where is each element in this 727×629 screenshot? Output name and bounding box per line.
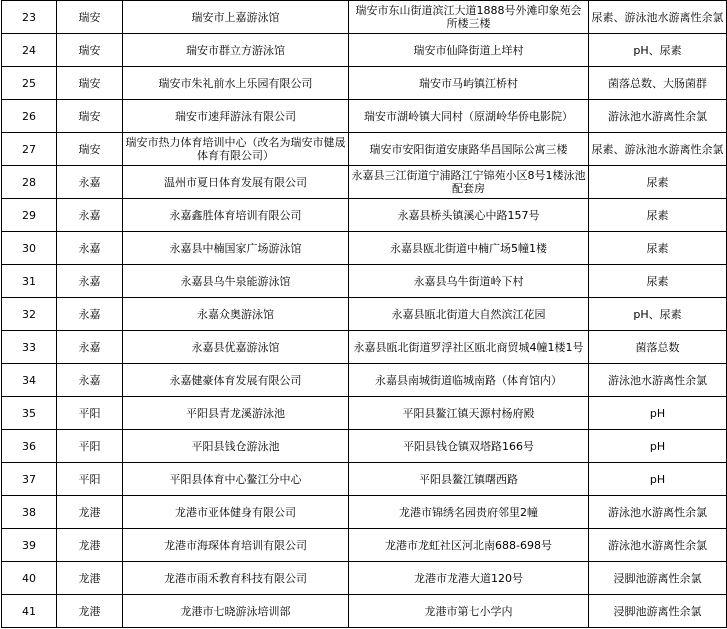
row-number-cell: 28 bbox=[2, 166, 57, 199]
venue-name-cell: 瑞安市热力体育培训中心（改名为瑞安市健晟体育有限公司） bbox=[123, 133, 349, 166]
table-row bbox=[2, 199, 727, 232]
address-cell: 龙港市龙虹社区河北南688-698号 bbox=[349, 529, 589, 562]
address-cell: 瑞安市安阳街道安康路华昌国际公寓三楼 bbox=[349, 133, 589, 166]
row-number-cell: 27 bbox=[2, 133, 57, 166]
address-cell: 瑞安市东山街道滨江大道1888号外滩印象苑会所楼三楼 bbox=[349, 1, 589, 34]
failed-items-cell: pH bbox=[589, 430, 727, 463]
address-cell: 平阳县鳌江镇天源村杨府殿 bbox=[349, 397, 589, 430]
failed-items-cell: 浸脚池游离性余氯 bbox=[589, 562, 727, 595]
row-number-cell: 37 bbox=[2, 463, 57, 496]
venue-name-cell: 龙港市雨禾教育科技有限公司 bbox=[123, 562, 349, 595]
table-row bbox=[2, 298, 727, 331]
venue-name-cell: 永嘉县优嘉游泳馆 bbox=[123, 331, 349, 364]
address-cell: 永嘉县桥头镇溪心中路157号 bbox=[349, 199, 589, 232]
row-number-cell: 35 bbox=[2, 397, 57, 430]
venue-name-cell: 永嘉众奥游泳馆 bbox=[123, 298, 349, 331]
table-row bbox=[2, 331, 727, 364]
address-cell: 平阳县鳌江镇曙西路 bbox=[349, 463, 589, 496]
venue-name-cell: 龙港市七晓游泳培训部 bbox=[123, 595, 349, 628]
venue-name-cell: 永嘉县乌牛泉能游泳馆 bbox=[123, 265, 349, 298]
area-cell: 永嘉 bbox=[57, 364, 123, 397]
venue-name-cell: 平阳县体育中心鳌江分中心 bbox=[123, 463, 349, 496]
table-row bbox=[2, 265, 727, 298]
address-cell: 龙港市锦绣名园贵府邻里2幢 bbox=[349, 496, 589, 529]
failed-items-cell: 尿素、游泳池水游离性余氯 bbox=[589, 1, 727, 34]
address-cell: 瑞安市仙降街道上垟村 bbox=[349, 34, 589, 67]
failed-items-cell: 菌落总数 bbox=[589, 331, 727, 364]
inspection-table bbox=[1, 0, 727, 628]
address-cell: 龙港市龙港大道120号 bbox=[349, 562, 589, 595]
area-cell: 永嘉 bbox=[57, 298, 123, 331]
failed-items-cell: 浸脚池游离性余氯 bbox=[589, 595, 727, 628]
table-row bbox=[2, 232, 727, 265]
area-cell: 瑞安 bbox=[57, 67, 123, 100]
failed-items-cell: 游泳池水游离性余氯 bbox=[589, 364, 727, 397]
venue-name-cell: 永嘉县中楠国家广场游泳馆 bbox=[123, 232, 349, 265]
failed-items-cell: 游泳池水游离性余氯 bbox=[589, 496, 727, 529]
venue-name-cell: 龙港市海琛体育培训有限公司 bbox=[123, 529, 349, 562]
table-row bbox=[2, 430, 727, 463]
row-number-cell: 24 bbox=[2, 34, 57, 67]
area-cell: 永嘉 bbox=[57, 199, 123, 232]
failed-items-cell: 尿素 bbox=[589, 199, 727, 232]
row-number-cell: 25 bbox=[2, 67, 57, 100]
address-cell: 瑞安市湖岭镇大同村（原湖岭华侨电影院） bbox=[349, 100, 589, 133]
table-row bbox=[2, 67, 727, 100]
failed-items-cell: 尿素 bbox=[589, 265, 727, 298]
address-cell: 平阳县钱仓镇双塔路166号 bbox=[349, 430, 589, 463]
row-number-cell: 36 bbox=[2, 430, 57, 463]
failed-items-cell: 尿素、游泳池水游离性余氯 bbox=[589, 133, 727, 166]
area-cell: 平阳 bbox=[57, 430, 123, 463]
row-number-cell: 39 bbox=[2, 529, 57, 562]
area-cell: 龙港 bbox=[57, 595, 123, 628]
venue-name-cell: 瑞安市群立方游泳馆 bbox=[123, 34, 349, 67]
area-cell: 瑞安 bbox=[57, 133, 123, 166]
area-cell: 龙港 bbox=[57, 496, 123, 529]
table-row bbox=[2, 1, 727, 34]
row-number-cell: 34 bbox=[2, 364, 57, 397]
table-row bbox=[2, 562, 727, 595]
venue-name-cell: 瑞安市上嘉游泳馆 bbox=[123, 1, 349, 34]
area-cell: 永嘉 bbox=[57, 331, 123, 364]
area-cell: 永嘉 bbox=[57, 232, 123, 265]
venue-name-cell: 永嘉健豪体育发展有限公司 bbox=[123, 364, 349, 397]
area-cell: 龙港 bbox=[57, 529, 123, 562]
area-cell: 瑞安 bbox=[57, 34, 123, 67]
failed-items-cell: pH bbox=[589, 463, 727, 496]
failed-items-cell: 尿素 bbox=[589, 232, 727, 265]
venue-name-cell: 瑞安市朱礼前水上乐园有限公司 bbox=[123, 67, 349, 100]
failed-items-cell: 尿素 bbox=[589, 166, 727, 199]
row-number-cell: 38 bbox=[2, 496, 57, 529]
table-row bbox=[2, 364, 727, 397]
venue-name-cell: 永嘉鑫胜体育培训有限公司 bbox=[123, 199, 349, 232]
row-number-cell: 31 bbox=[2, 265, 57, 298]
row-number-cell: 30 bbox=[2, 232, 57, 265]
failed-items-cell: pH bbox=[589, 397, 727, 430]
table-row bbox=[2, 529, 727, 562]
failed-items-cell: 游泳池水游离性余氯 bbox=[589, 100, 727, 133]
table-row bbox=[2, 34, 727, 67]
failed-items-cell: pH、尿素 bbox=[589, 34, 727, 67]
address-cell: 永嘉县瓯北街道罗浮社区瓯北商贸城4幢1楼1号 bbox=[349, 331, 589, 364]
row-number-cell: 41 bbox=[2, 595, 57, 628]
area-cell: 平阳 bbox=[57, 463, 123, 496]
area-cell: 龙港 bbox=[57, 562, 123, 595]
table-row bbox=[2, 496, 727, 529]
address-cell: 永嘉县乌牛街道岭下村 bbox=[349, 265, 589, 298]
table-row bbox=[2, 463, 727, 496]
row-number-cell: 33 bbox=[2, 331, 57, 364]
address-cell: 永嘉县瓯北街道大自然滨江花园 bbox=[349, 298, 589, 331]
venue-name-cell: 平阳县钱仓游泳池 bbox=[123, 430, 349, 463]
venue-name-cell: 瑞安市速拜游泳有限公司 bbox=[123, 100, 349, 133]
row-number-cell: 29 bbox=[2, 199, 57, 232]
failed-items-cell: pH、尿素 bbox=[589, 298, 727, 331]
table-row bbox=[2, 595, 727, 628]
address-cell: 永嘉县三江街道宁浦路江宁锦苑小区8号1楼泳池配套房 bbox=[349, 166, 589, 199]
area-cell: 永嘉 bbox=[57, 265, 123, 298]
table-row bbox=[2, 397, 727, 430]
area-cell: 瑞安 bbox=[57, 100, 123, 133]
row-number-cell: 40 bbox=[2, 562, 57, 595]
area-cell: 永嘉 bbox=[57, 166, 123, 199]
table-row bbox=[2, 133, 727, 166]
area-cell: 平阳 bbox=[57, 397, 123, 430]
table-row bbox=[2, 100, 727, 133]
failed-items-cell: 菌落总数、大肠菌群 bbox=[589, 67, 727, 100]
row-number-cell: 23 bbox=[2, 1, 57, 34]
address-cell: 永嘉县瓯北街道中楠广场5幢1楼 bbox=[349, 232, 589, 265]
failed-items-cell: 游泳池水游离性余氯 bbox=[589, 529, 727, 562]
address-cell: 龙港市第七小学内 bbox=[349, 595, 589, 628]
address-cell: 永嘉县南城街道临城南路（体育馆内） bbox=[349, 364, 589, 397]
table-row bbox=[2, 166, 727, 199]
row-number-cell: 26 bbox=[2, 100, 57, 133]
address-cell: 瑞安市马屿镇江桥村 bbox=[349, 67, 589, 100]
table-body bbox=[2, 1, 727, 628]
venue-name-cell: 龙港市亚体健身有限公司 bbox=[123, 496, 349, 529]
venue-name-cell: 温州市夏日体育发展有限公司 bbox=[123, 166, 349, 199]
row-number-cell: 32 bbox=[2, 298, 57, 331]
venue-name-cell: 平阳县青龙溪游泳池 bbox=[123, 397, 349, 430]
area-cell: 瑞安 bbox=[57, 1, 123, 34]
